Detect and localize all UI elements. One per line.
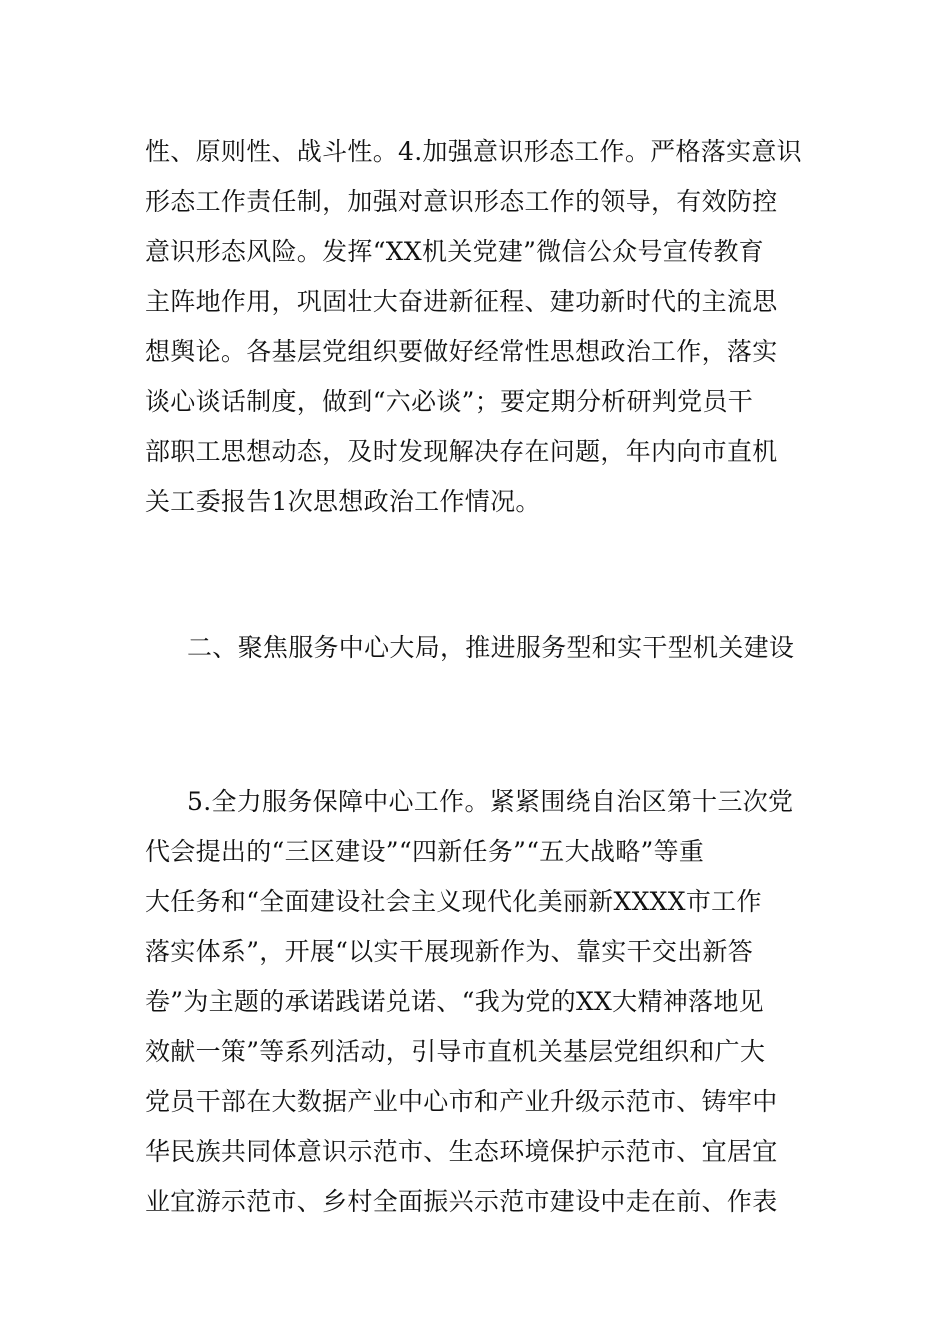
text-line: 意识形态风险。发挥“XX机关党建”微信公众号宣传教育	[145, 237, 764, 266]
text-line: 想舆论。各基层党组织要做好经常性思想政治工作，落实	[145, 337, 778, 366]
section-heading: 二、聚焦服务中心大局，推进服务型和实干型机关建设	[187, 633, 795, 662]
text-line: 业宜游示范市、乡村全面振兴示范市建设中走在前、作表	[145, 1187, 778, 1216]
text-line: 形态工作责任制，加强对意识形态工作的领导，有效防控	[145, 187, 778, 216]
text-line: 主阵地作用，巩固壮大奋进新征程、建功新时代的主流思	[145, 287, 778, 316]
text-line: 5.全力服务保障中心工作。紧紧围绕自治区第十三次党	[187, 787, 794, 816]
text-line: 党员干部在大数据产业中心市和产业升级示范市、铸牢中	[145, 1087, 778, 1116]
text-line: 效献一策”等系列活动，引导市直机关基层党组织和广大	[145, 1037, 766, 1066]
text-line: 卷”为主题的承诺践诺兑诺、“我为党的XX大精神落地见	[145, 987, 764, 1016]
text-line: 华民族共同体意识示范市、生态环境保护示范市、宜居宜	[145, 1137, 778, 1166]
text-line: 落实体系”，开展“以实干展现新作为、靠实干交出新答	[145, 937, 754, 966]
text-line: 性、原则性、战斗性。4.加强意识形态工作。严格落实意识	[145, 137, 802, 166]
text-line: 大任务和“全面建设社会主义现代化美丽新XXXX市工作	[145, 887, 762, 916]
text-line: 关工委报告1次思想政治工作情况。	[145, 487, 541, 516]
text-line: 谈心谈话制度，做到“六必谈”；要定期分析研判党员干	[145, 387, 754, 416]
text-line: 代会提出的“三区建设”“四新任务”“五大战略”等重	[145, 837, 705, 866]
text-line: 部职工思想动态，及时发现解决存在问题，年内向市直机	[145, 437, 778, 466]
